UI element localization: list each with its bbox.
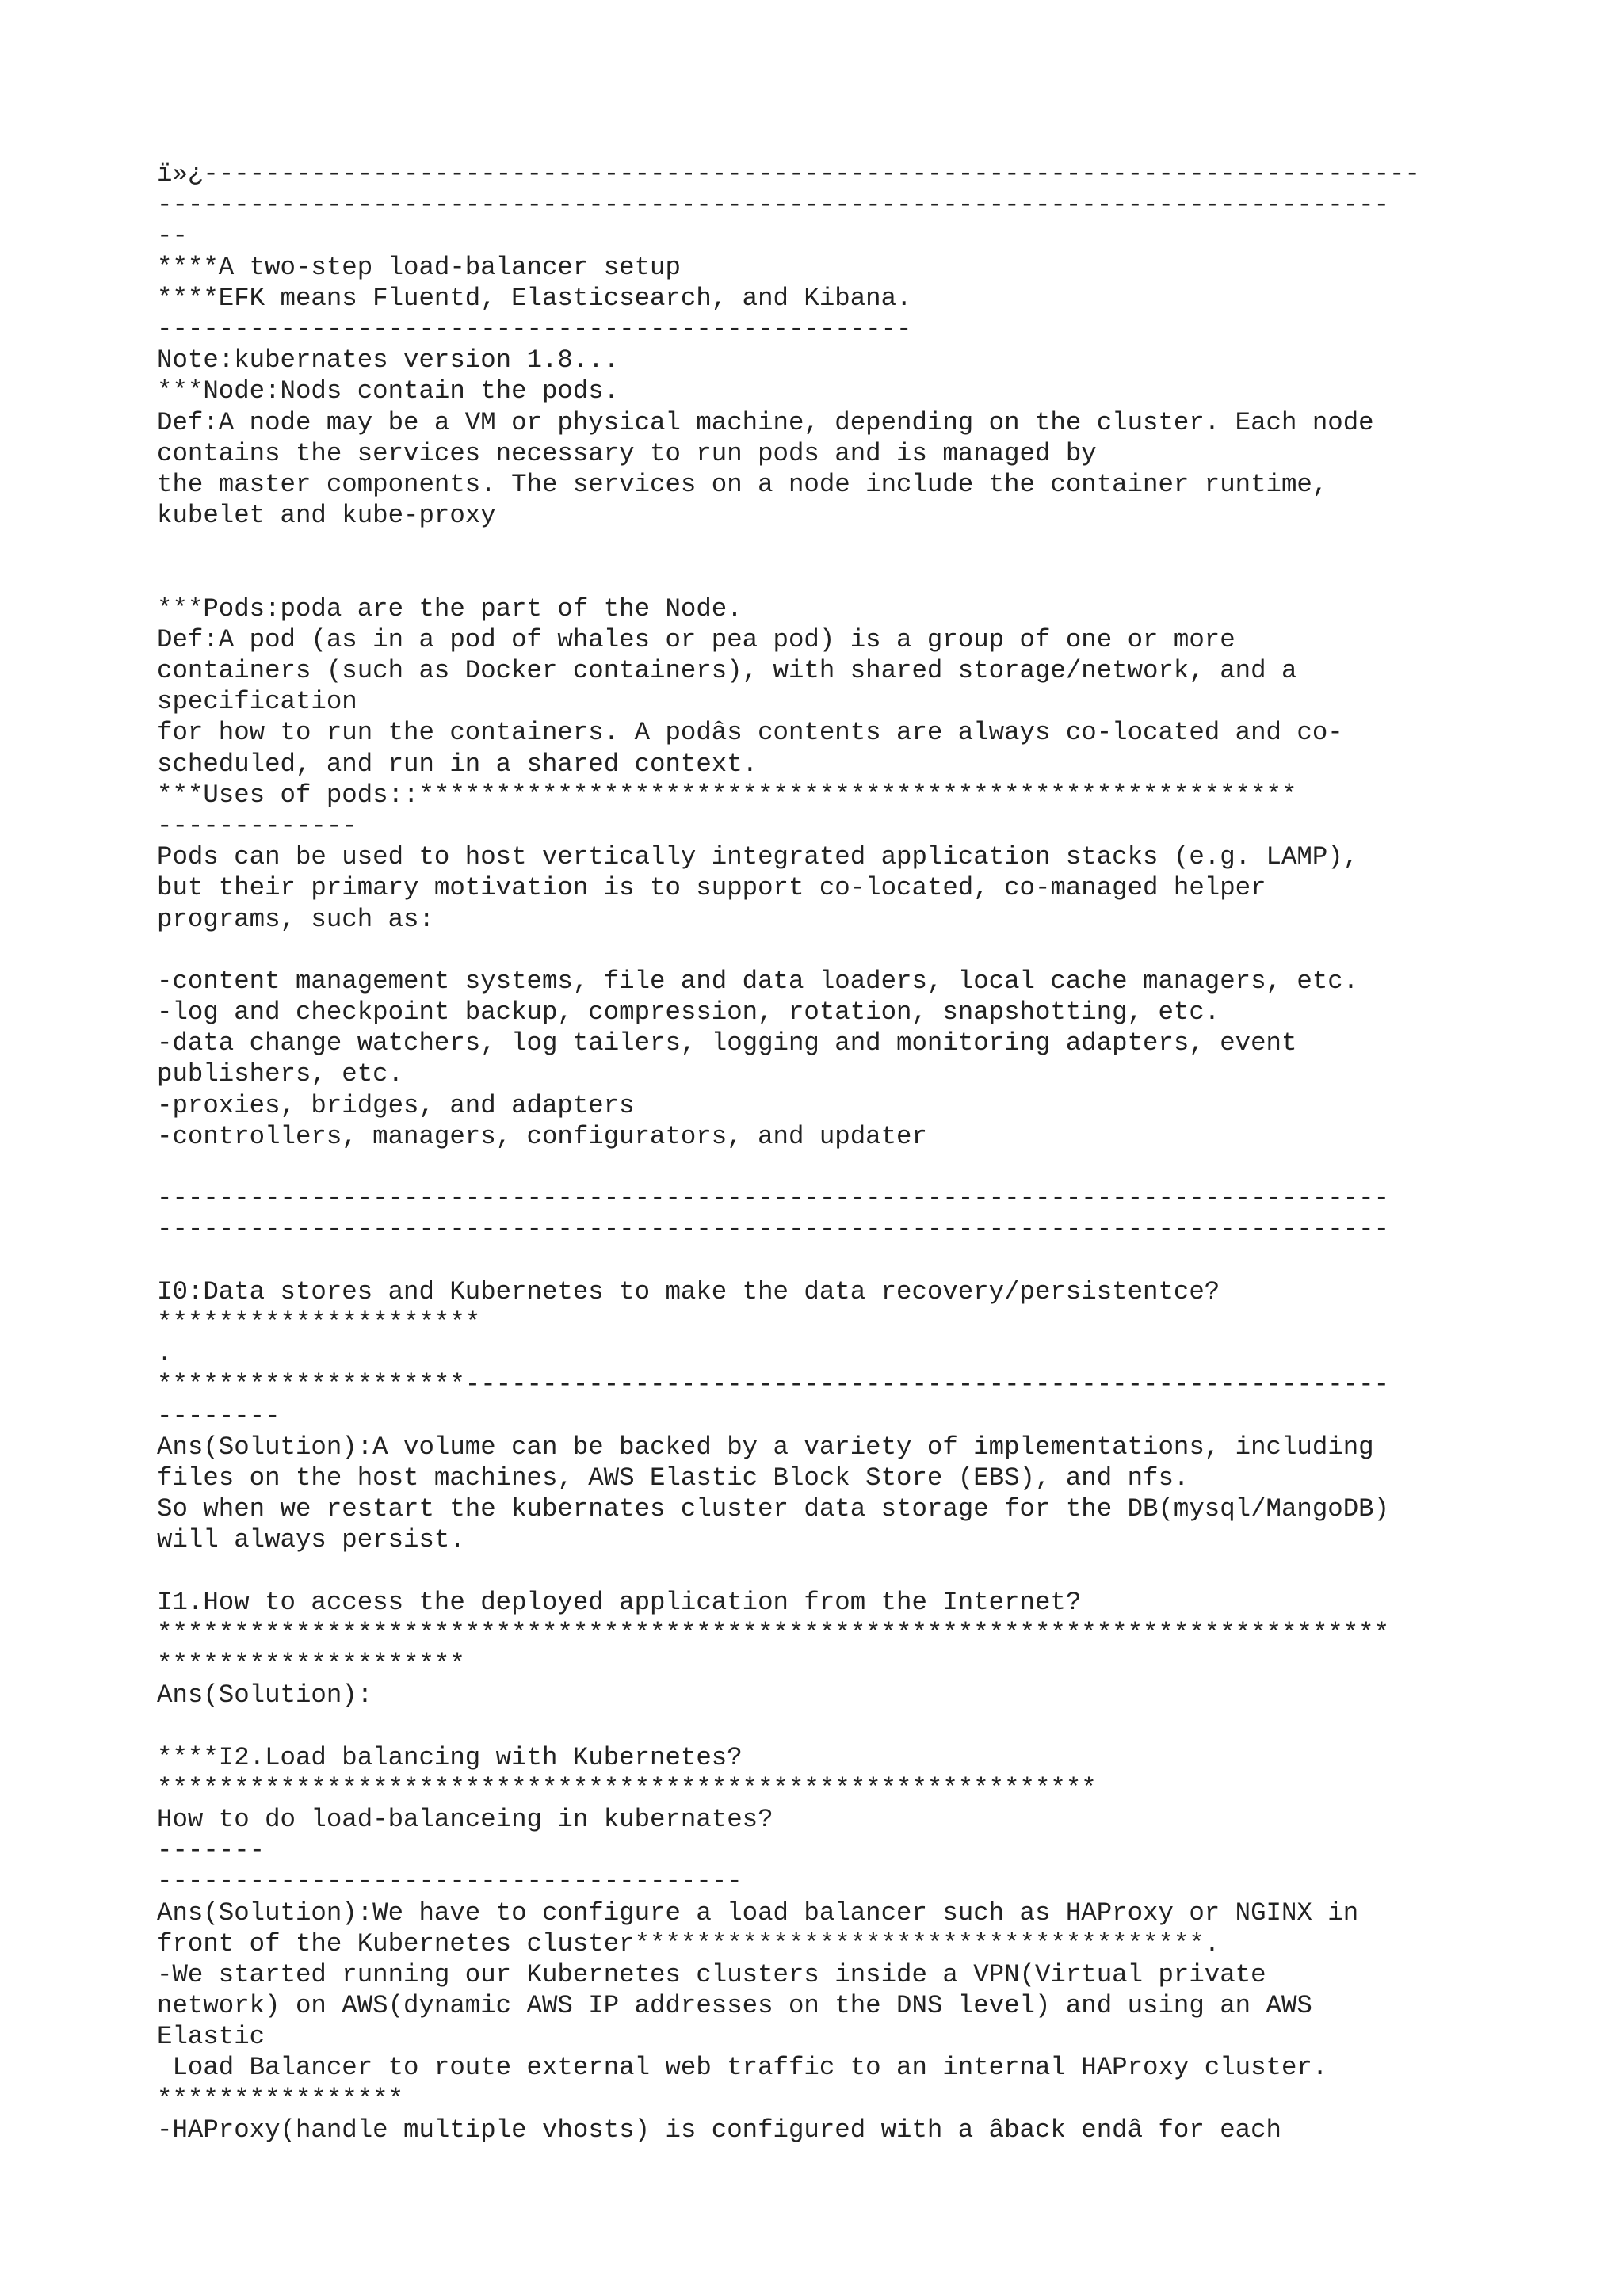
- text-line: [157, 1152, 1472, 1183]
- text-line: -HAProxy(handle multiple vhosts) is configured with a âback endâ for each: [157, 2115, 1281, 2145]
- text-line: --------: [157, 1401, 281, 1431]
- text-line: for how to run the containers. A podâs contents are always co-located and co-: [157, 718, 1343, 748]
- text-line: ****I2.Load balancing with Kubernetes?: [157, 1742, 743, 1772]
- text-line: Ans(Solution):: [157, 1680, 373, 1711]
- text-line: [157, 562, 1472, 593]
- text-line: ********************: [157, 1650, 465, 1679]
- text-line: [157, 531, 1472, 562]
- text-line: --------------------------------------------------------------------------------: [157, 190, 1390, 220]
- text-line: ****A two-step load-balancer setup: [157, 252, 681, 282]
- text-line: --------------------------------------: [157, 1867, 743, 1897]
- text-line: programs, such as:: [157, 904, 434, 934]
- text-line: -------: [157, 1836, 265, 1866]
- text-line: front of the Kubernetes cluster*************************************.: [157, 1928, 1220, 1958]
- text-line: Note:kubernates version 1.8...: [157, 345, 620, 376]
- text-line: -proxies, bridges, and adapters: [157, 1090, 635, 1120]
- text-line: Ans(Solution):A volume can be backed by a variety of implementations, including: [157, 1432, 1374, 1462]
- text-line: -------------------------------------------------: [157, 314, 912, 344]
- text-line: -log and checkpoint backup, compression, rotation, snapshotting, etc.: [157, 997, 1220, 1028]
- text-line: .: [157, 1339, 173, 1369]
- text-line: --: [157, 221, 188, 251]
- text-line: Def:A node may be a VM or physical machine, depending on the cluster. Each node: [157, 407, 1374, 437]
- text-line: but their primary motivation is to support co-located, co-managed helper: [157, 873, 1266, 903]
- text-line: I1.How to access the deployed application from the Internet?: [157, 1587, 1082, 1617]
- text-line: contains the services necessary to run pods and is managed by: [157, 438, 1097, 468]
- text-line: Pods can be used to host vertically integrated application stacks (e.g. LAMP),: [157, 842, 1359, 872]
- text-line: --------------------------------------------------------------------------------: [157, 1184, 1390, 1214]
- text-line: containers (such as Docker containers), with shared storage/network, and a: [157, 656, 1297, 685]
- text-line: -------------: [157, 810, 357, 841]
- text-line: So when we restart the kubernates cluster data storage for the DB(mysql/MangoDB): [157, 1494, 1390, 1524]
- text-line: ***Node:Nods contain the pods.: [157, 376, 620, 406]
- text-line: publishers, etc.: [157, 1059, 404, 1089]
- text-line: ï»¿-------------------------------------------------------------------------------: [157, 159, 1420, 189]
- text-line: ********************************************************************************: [157, 1618, 1390, 1648]
- text-line: [157, 1555, 1472, 1586]
- text-line: will always persist.: [157, 1525, 465, 1555]
- text-line: -content management systems, file and data loaders, local cache managers, etc.: [157, 966, 1359, 996]
- text-line: *********************: [157, 1307, 481, 1337]
- text-line: -We started running our Kubernetes clusters inside a VPN(Virtual private: [157, 1959, 1266, 1989]
- text-line: ****************: [157, 2084, 404, 2114]
- text-line: ***Uses of pods::*********************************************************: [157, 780, 1297, 810]
- text-line: -controllers, managers, configurators, and updater: [157, 1121, 927, 1151]
- text-line: ********************------------------------------------------------------------: [157, 1370, 1390, 1400]
- text-line: [157, 1245, 1472, 1276]
- text-line: -data change watchers, log tailers, logging and monitoring adapters, event: [157, 1028, 1297, 1058]
- text-line: [157, 1711, 1472, 1741]
- text-line: the master components. The services on a node include the container runtime,: [157, 469, 1328, 499]
- text-line: files on the host machines, AWS Elastic Block Store (EBS), and nfs.: [157, 1463, 1190, 1493]
- text-line: Ans(Solution):We have to configure a load balancer such as HAProxy or NGINX in: [157, 1897, 1359, 1928]
- text-line: scheduled, and run in a shared context.: [157, 749, 758, 779]
- text-line: --------------------------------------------------------------------------------: [157, 1215, 1390, 1245]
- text-line: Elastic: [157, 2022, 265, 2052]
- text-line: ****EFK means Fluentd, Elasticsearch, and Kibana.: [157, 283, 912, 313]
- text-line: ***Pods:poda are the part of the Node.: [157, 593, 743, 624]
- text-line: [157, 935, 1472, 966]
- text-line: specification: [157, 687, 357, 717]
- text-line: How to do load-balanceing in kubernates?: [157, 1804, 773, 1834]
- text-line: Def:A pod (as in a pod of whales or pea pod) is a group of one or more: [157, 624, 1235, 654]
- text-line: network) on AWS(dynamic AWS IP addresses on the DNS level) and using an AWS: [157, 1991, 1312, 2021]
- text-line: kubelet and kube-proxy: [157, 501, 496, 531]
- text-line: *************************************************************: [157, 1773, 1097, 1803]
- text-line: Load Balancer to route external web traffic to an internal HAProxy cluster.: [157, 2053, 1328, 2083]
- document-text: [157, 158, 1472, 2145]
- text-line: I0:Data stores and Kubernetes to make the data recovery/persistentce?: [157, 1276, 1220, 1306]
